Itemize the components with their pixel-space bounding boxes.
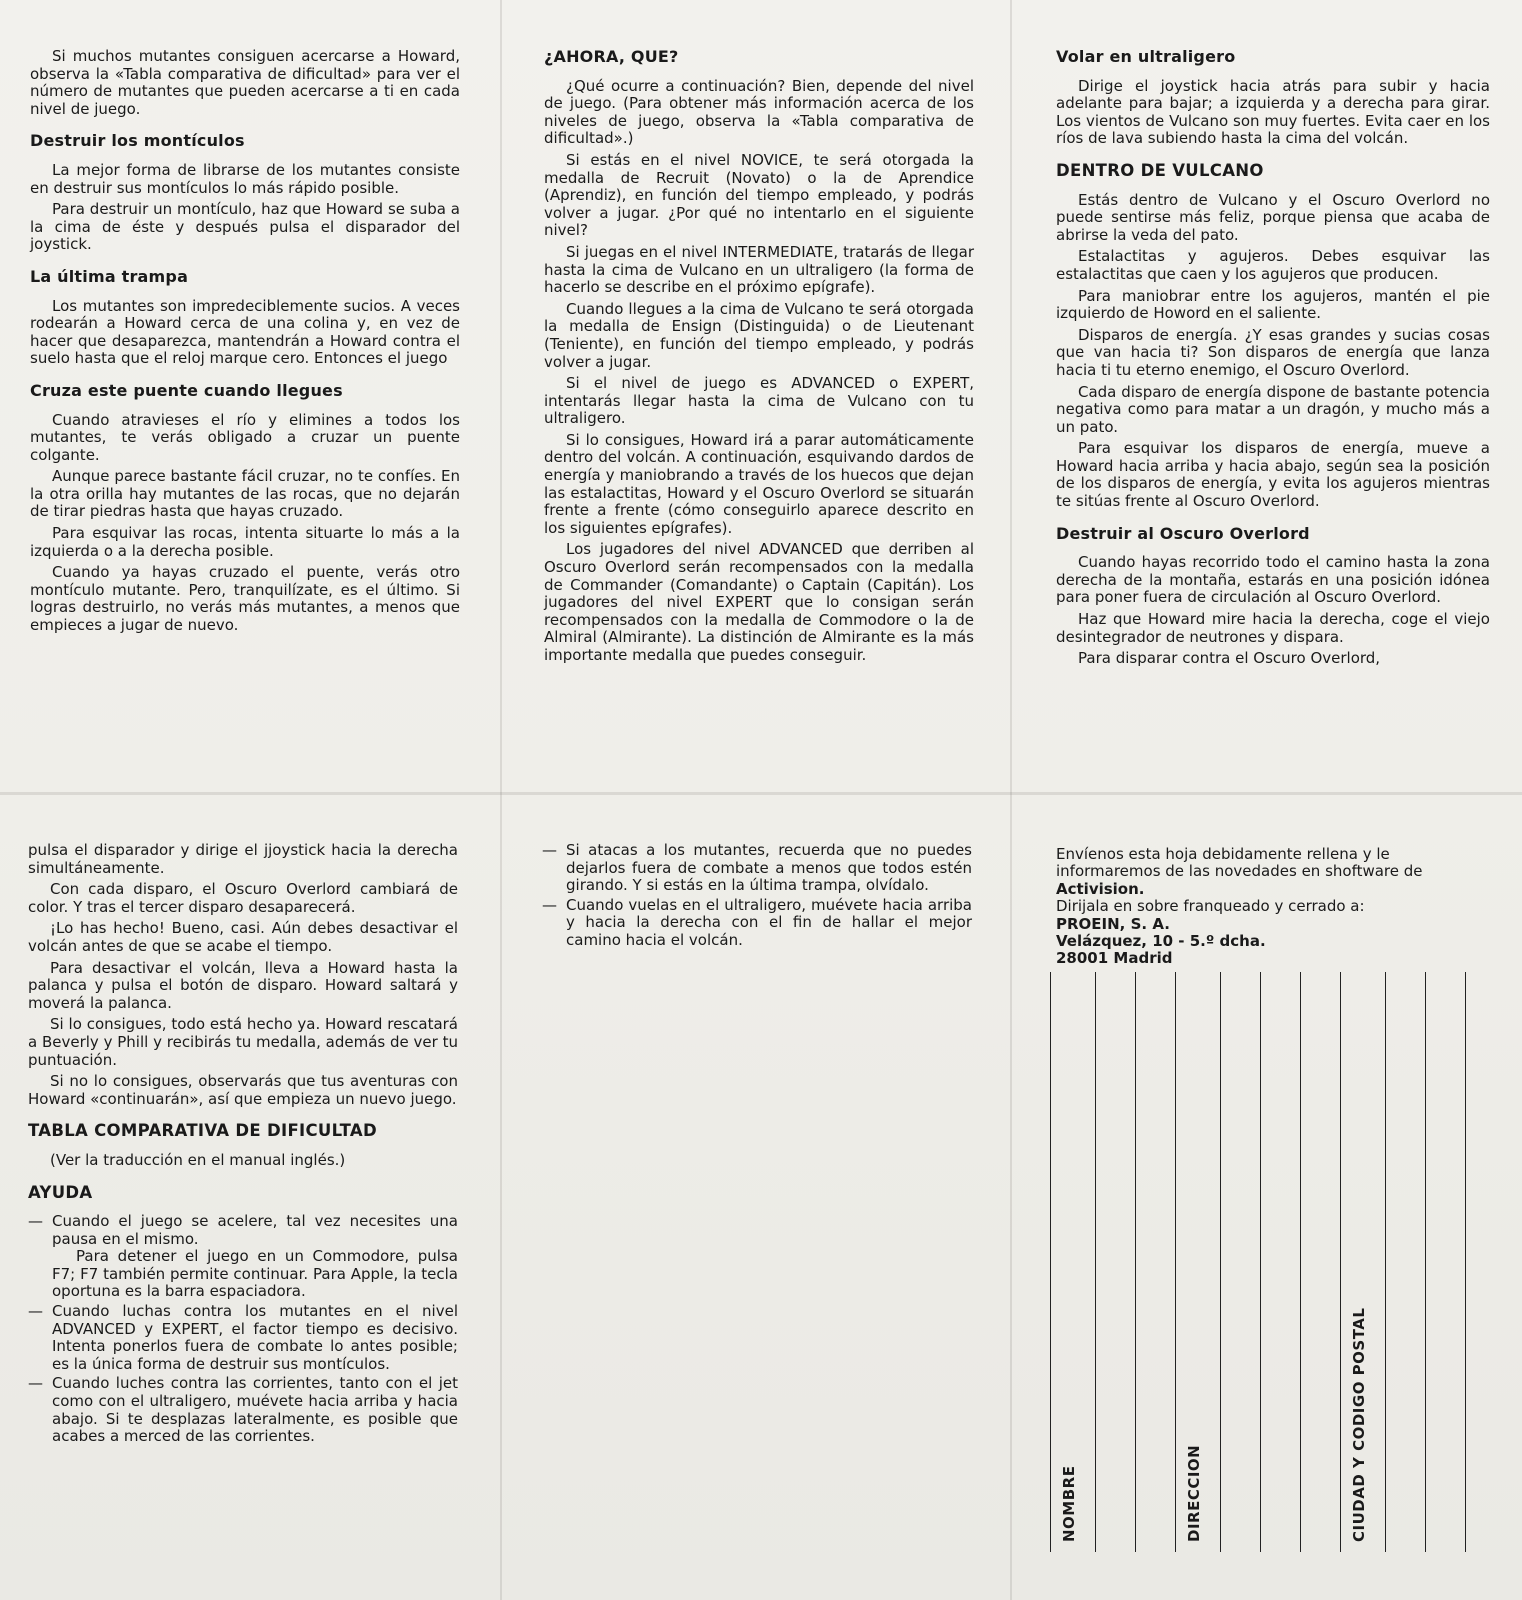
paragraph: Para disparar contra el Oscuro Overlord, [1078,649,1381,668]
fold-line-horizontal [0,792,1522,795]
form-label-ciudad-codigo-postal: CIUDAD Y CODIGO POSTAL [1350,1307,1368,1542]
paragraph: Si estás en el nivel NOVICE, te será otorgada la medalla de Recruit (Novato) o la de Aprendice (Aprendiz), en función del tiempo empleado, y podrás volver a jugar. ¿Por qué no intentarlo en el siguiente nivel? [544,150,974,240]
panel-bottom-middle [542,842,972,952]
list-item-text: — Cuando vuelas en el ultraligero, muévete hacia arriba y hacia la derecha con el fin de hallar el mejor camino hacia el volcán. [566,895,972,949]
paragraph: Cuando llegues a la cima de Vulcano te será otorgada la medalla de Ensign (Distinguida) o de Lieutenant (Teniente), en función del tiempo empleado, y podrás volver a jugar. [544,299,974,371]
heading-volar-ultraligero: Volar en ultraligero [1056,47,1236,66]
ciudad-field-line[interactable] [1385,972,1386,1552]
paragraph: Disparos de energía. ¿Y esas grandes y sucias cosas que van hacia ti? Son disparos de energía que lanza hacia ti tu eterno enemigo, el Oscuro Overlord. [1056,325,1490,379]
paragraph: Si no lo consigues, observarás que tus aventuras con Howard «continuarán», así que empieza un nuevo juego. [28,1072,458,1108]
help-list-continued [542,842,972,950]
list-item [28,1375,458,1445]
paragraph: Para desactivar el volcán, lleva a Howard hasta la palanca y pulsa el botón de disparo. Howard saltará y moverá la palanca. [28,958,458,1012]
panel-top-right [1056,48,1490,672]
paragraph: Con cada disparo, el Oscuro Overlord cambiará de color. Y tras el tercer disparo desaparecerá. [28,880,458,916]
list-item [28,1303,458,1373]
list-item-text: Para detener el juego en un Commodore, pulsa F7; F7 también permite continuar. Para Apple, la tecla oportuna es la barra espaciadora. [52,1247,458,1301]
address-city: 28001 Madrid [1056,949,1173,968]
list-item-text: — Cuando luchas contra los mutantes en el nivel ADVANCED y EXPERT, el factor tiempo es decisivo. Intenta ponerlos fuera de combate lo antes posible; es la única forma de destruir sus montículos. [52,1302,458,1373]
form-line [1465,972,1466,1552]
paragraph: Si juegas en el nivel INTERMEDIATE, tratarás de llegar hasta la cima de Vulcano en un ultraligero (la forma de hacerlo se describe en el próximo epígrafe). [544,242,974,297]
panel-bottom-left [28,842,458,1448]
heading-destruir-monticulos: Destruir los montículos [30,131,245,151]
fold-line-vertical-1 [500,0,502,1600]
paragraph: Dirige el joystick hacia atrás para subir y hacia adelante para bajar; a izquierda y a derecha para girar. Los vientos de Vulcano son muy fuertes. Evita caer en los ríos de lava subiendo hasta la cima del volcán. [1056,76,1490,148]
list-item-text: — Cuando luches contra las corrientes, tanto con el jet como con el ultraligero, muévete hacia arriba y hacia abajo. Si te desplazas lateralmente, es posible que acabes a merced de las corrientes. [52,1374,458,1446]
direccion-field-line[interactable] [1220,972,1221,1552]
paragraph: Estás dentro de Vulcano y el Oscuro Overlord no puede sentirse más feliz, porque piensa que acaba de abrirse la veda del pato. [1056,190,1490,244]
paragraph: Para maniobrar entre los agujeros, mantén el pie izquierdo de Howord en el saliente. [1056,286,1490,323]
paragraph: Haz que Howard mire hacia la derecha, coge el viejo desintegrador de neutrones y dispara. [1056,610,1490,646]
direccion-field-line[interactable] [1300,972,1301,1552]
heading-cruza-puente: Cruza este puente cuando llegues [30,380,343,400]
paragraph: Si lo consigues, todo está hecho ya. Howard rescatará a Beverly y Phill y recibirás tu medalla, además de ver tu puntuación. [28,1015,458,1069]
heading-ultima-trampa: La última trampa [30,266,189,286]
paragraph: (Ver la traducción en el manual inglés.) [50,1150,346,1169]
paragraph: ¡Lo has hecho! Bueno, casi. Aún debes desactivar el volcán antes de que se acabe el tiempo. [28,919,458,955]
paragraph: Estalactitas y agujeros. Debes esquivar las estalactitas que caen y los agujeros que producen. [1056,247,1490,283]
paragraph: Cuando atravieses el río y elimines a todos los mutantes, te verás obligado a cruzar un puente colgante. [30,410,460,464]
paragraph: ¿Qué ocurre a continuación? Bien, depende del nivel de juego. (Para obtener más información acerca de los niveles de juego, observa la «Tabla comparativa de dificultad».) [544,76,974,148]
heading-ayuda: AYUDA [28,1182,93,1202]
paragraph: Para esquivar las rocas, intenta situarte lo más a la izquierda o a la derecha posible. [30,524,460,560]
help-list [28,1213,458,1446]
fold-line-vertical-2 [1010,0,1012,1600]
nombre-field-line[interactable] [1095,972,1096,1552]
reply-instructions [1056,846,1486,898]
ciudad-field-line[interactable] [1425,972,1426,1552]
list-item-text: — Si atacas a los mutantes, recuerda que no puedes dejarlos fuera de combate a menos que todos estén girando. Y si estás en la última trampa, olvídalo. [566,841,972,895]
panel-bottom-right [1056,846,1486,968]
paragraph: Aunque parece bastante fácil cruzar, no te confíes. En la otra orilla hay mutantes de las rocas, que no dejarán de tirar piedras hasta que hayas cruzado. [30,467,460,521]
paragraph: Si muchos mutantes consiguen acercarse a Howard, observa la «Tabla comparativa de dificultad» para ver el número de mutantes que pueden acercarse a ti en cada nivel de juego. [30,47,460,118]
reply-text-2: Dirijala en sobre franqueado y cerrado a: [1056,897,1365,916]
paragraph: pulsa el disparador y dirige el jjoystick hacia la derecha simultáneamente. [28,841,458,877]
reply-form [1050,972,1490,1552]
list-item-text: — Cuando el juego se acelere, tal vez necesites una pausa en el mismo. [52,1212,458,1248]
paragraph: Los mutantes son impredeciblemente sucios. A veces rodearán a Howard cerca de una colina y, en vez de hacer que desaparezca, mantendrán a Howard contra el suelo hasta que el reloj marque cero. Entonces el juego [30,296,460,368]
paragraph: Cuando ya hayas cruzado el puente, verás otro montículo mutante. Pero, tranquilízate, es el último. Si logras destruirlo, no verás más mutantes, a menos que empieces a jugar de nuevo. [30,563,460,635]
list-item [28,1213,458,1301]
address-street: Velázquez, 10 - 5.º dcha. [1056,932,1266,951]
paragraph: Cuando hayas recorrido todo el camino hasta la zona derecha de la montaña, estarás en una posición idónea para poner fuera de circulación al Oscuro Overlord. [1056,553,1490,607]
list-item [542,897,972,950]
paragraph: Para esquivar los disparos de energía, mueve a Howard hacia arriba y hacia abajo, según sea la posición de los disparos de energía, y evita los agujeros mientras te sitúas frente al Oscuro Overlord. [1056,439,1490,511]
nombre-field-line[interactable] [1135,972,1136,1552]
list-item [542,842,972,895]
paragraph: Si el nivel de juego es ADVANCED o EXPERT, intentarás llegar hasta la cima de Vulcano con tu ultraligero. [544,374,974,428]
heading-tabla-comparativa: TABLA COMPARATIVA DE DIFICULTAD [28,1121,377,1141]
paragraph: Los jugadores del nivel ADVANCED que derriben al Oscuro Overlord serán recompensados con la medalla de Commander (Comandante) o Captain (Capitán). Los jugadores del nivel EXPERT que lo consigan serán recompensados con la medalla de Commodore o la de Almiral (Almirante). La distinción de Almirante es la más importante medalla que puedes conseguir. [544,540,974,664]
form-label-direccion: DIRECCION [1185,1444,1203,1542]
direccion-field-line[interactable] [1260,972,1261,1552]
panel-top-middle [544,48,974,669]
heading-dentro-vulcano: DENTRO DE VULCANO [1056,160,1264,180]
form-line [1340,972,1341,1552]
brand-name: Activision. [1056,879,1145,898]
form-line [1050,972,1051,1552]
heading-destruir-overlord: Destruir al Oscuro Overlord [1056,523,1310,543]
paragraph: La mejor forma de librarse de los mutantes consiste en destruir sus montículos lo más rápido posible. [30,160,460,197]
address-company: PROEIN, S. A. [1056,914,1170,933]
heading-ahora-que: ¿AHORA, QUE? [544,47,679,66]
paragraph: Cada disparo de energía dispone de bastante potencia negativa como para matar a un dragón, y mucho más a un pato. [1056,382,1490,436]
form-line [1175,972,1176,1552]
panel-top-left [30,48,460,639]
paragraph: Para destruir un montículo, haz que Howard se suba a la cima de éste y después pulsa el disparador del joystick. [30,200,460,254]
paragraph: Si lo consigues, Howard irá a parar automáticamente dentro del volcán. A continuación, esquivando dardos de energía y maniobrando a través de los huecos que dejan las estalactitas, Howard y el Oscuro Overlord se situarán frente a frente (cómo conseguirlo aparece descrito en los siguientes epígrafes). [544,430,974,537]
form-label-nombre: NOMBRE [1060,1465,1078,1542]
reply-text: Envíenos esta hoja debidamente rellena y le informaremos de las novedades en shoftware de [1056,845,1423,881]
